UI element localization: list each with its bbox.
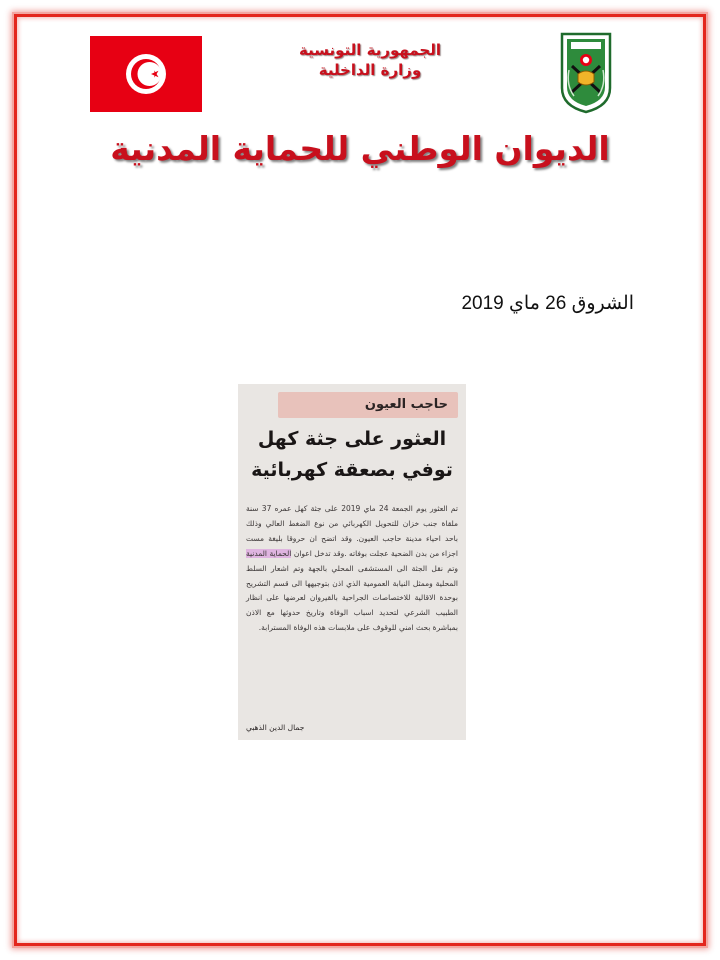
clipping-highlight: الحماية المدنية: [246, 548, 292, 558]
clipping-headline: [244, 424, 460, 486]
header-ministry: وزارة الداخلية: [318, 61, 422, 79]
clipping-author: جمال الدين الذهبي: [246, 723, 305, 732]
clipping-rubric: حاجب العيون: [278, 392, 458, 418]
civil-protection-emblem-icon: [558, 30, 614, 114]
crescent-star-icon: [126, 54, 166, 94]
clipping-headline-line-1: العثور على جثة كهل: [257, 428, 447, 450]
page-title: الديوان الوطني للحماية المدنية: [110, 129, 610, 168]
clipping-body-part-2: وتم نقل الجثة الى المستشفى المحلي بالجهة وتم اشعار السلط المحلية وممثل النيابة العمومية الذي اذن بتوجيهها الى قسم التشريح بوحدة الاقالية للاختصاصات الجراحية بالقيروان لعرضها على انظار الطبيب الشرعي لتحديد اسباب الوفاة وتاريخ حدوثها مع الاذن بمباشرة بحث امني للوقوف على ملابسات هذه الوفاة المسترابة.: [246, 563, 458, 633]
source-and-date: الشروق 26 ماي 2019: [461, 293, 634, 314]
header-republic: الجمهورية التونسية: [299, 41, 441, 59]
tunisia-flag-icon: [90, 36, 202, 112]
flag-disc: [126, 54, 166, 94]
clipping-headline-line-2: توفي بصعقة كهربائية: [251, 459, 453, 481]
newspaper-clipping: [238, 384, 466, 740]
clipping-body: [246, 502, 458, 636]
clipping-body-part-1: تم العثور يوم الجمعة 24 ماي 2019 على جثة كهل عمره 37 سنة ملقاة جنب خزان للتحويل الكهربائي من نوع الضغط العالي وذلك باحد احياء مدينة حاجب العيون. وقد اتضح ان حروقا بليغة مست اجزاء من بدن الضحية عجلت بوفاته .وقد تدخل اعوان: [246, 504, 459, 558]
header-institution: [250, 40, 490, 80]
